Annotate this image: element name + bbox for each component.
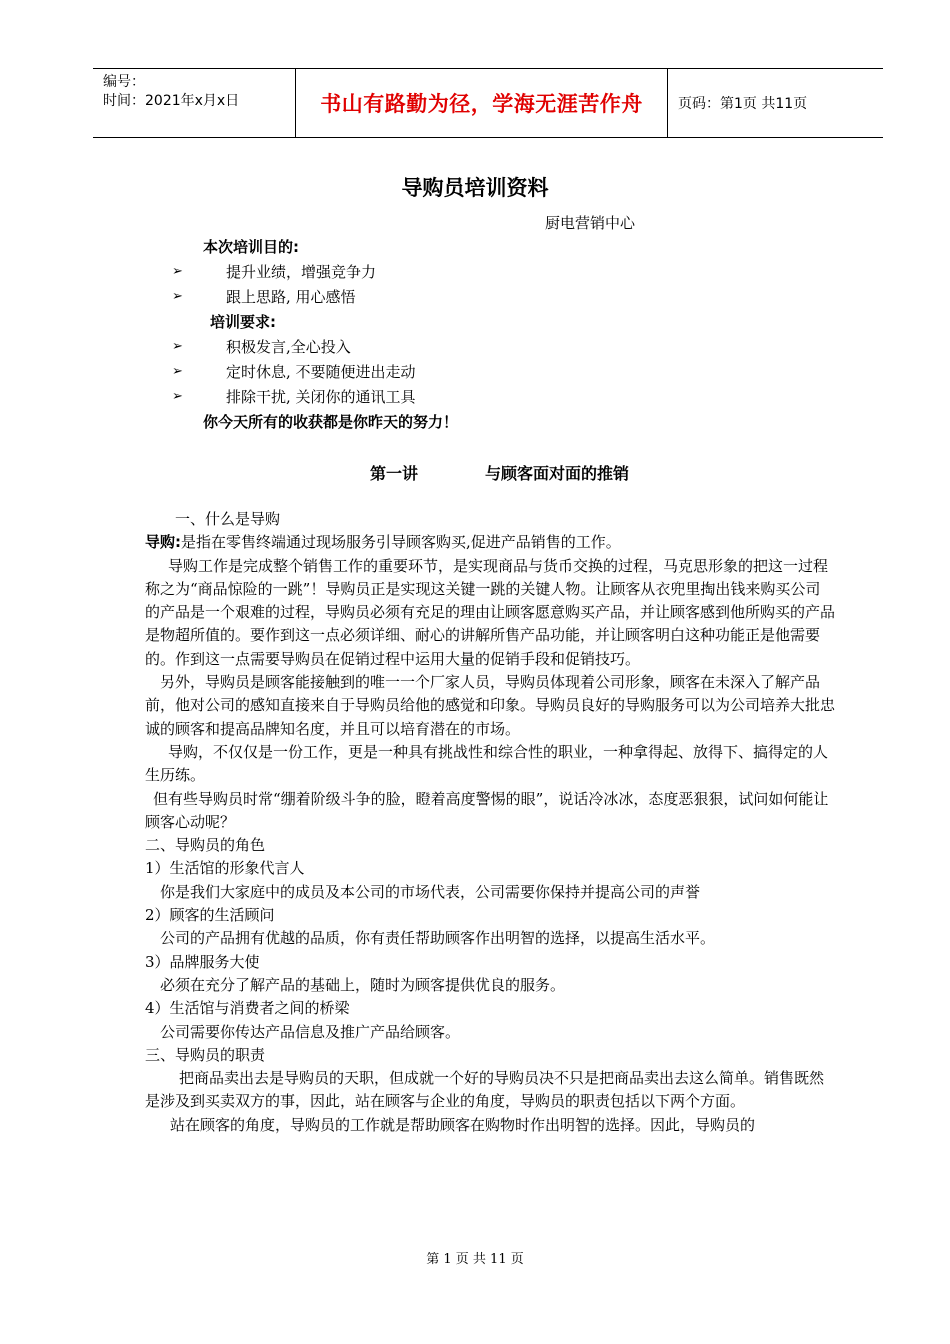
paragraph: 另外，导购员是顾客能接触到的唯一一个厂家人员，导购员体现着公司形象，顾客在未深入了解产品前，他对公司的感知直接来自于导购员给他的感觉和印象。导购员良好的导购服务可以为公司培养大批忠诚的顾客和提高品牌知名度，并且可以培育潜在的市场。 — [145, 673, 836, 738]
definition-term: 导购: — [145, 533, 181, 552]
section-heading: 二、导购员的角色 — [145, 836, 266, 855]
section-heading: 一、什么是导购 — [175, 510, 281, 528]
bullet-icon: ➢ — [172, 364, 183, 379]
requirement-item: 积极发言,全心投入 — [226, 338, 351, 356]
role-text: 你是我们大家庭中的成员及本公司的市场代表，公司需要你保持并提高公司的声誉 — [160, 882, 701, 901]
document-subtitle: 厨电营销中心 — [545, 214, 636, 232]
lecture-number: 第一讲 — [370, 464, 419, 483]
definition-paragraph — [145, 531, 835, 554]
requirement-item: 定时休息, 不要随便进出走动 — [226, 363, 416, 381]
page-header — [93, 68, 883, 138]
role-text: 公司的产品拥有优越的品质，你有责任帮助顾客作出明智的选择，以提高生活水平。 — [160, 929, 716, 948]
page-footer: 第 1 页 共 11 页 — [426, 1252, 524, 1267]
role-text: 公司需要你传达产品信息及推广产品给顾客。 — [160, 1022, 461, 1041]
document-title: 导购员培训资料 — [401, 176, 549, 200]
body-text — [145, 508, 835, 1137]
role-heading: 4）生活馆与消费者之间的桥梁 — [145, 999, 350, 1018]
header-page-info: 页码：第1页 共11页 — [678, 96, 808, 112]
goal-item: 提升业绩，增强竞争力 — [226, 263, 377, 281]
requirement-item: 排除干扰, 关闭你的通讯工具 — [226, 388, 416, 406]
bullet-icon: ➢ — [172, 339, 183, 354]
bullet-icon: ➢ — [172, 264, 183, 279]
header-motto: 书山有路勤为径，学海无涯苦作舟 — [295, 69, 668, 137]
goals-heading: 本次培训目的: — [203, 238, 299, 256]
role-heading: 2）顾客的生活顾问 — [145, 906, 275, 925]
paragraph: 导购工作是完成整个销售工作的重要环节，是实现商品与货币交换的过程，马克思形象的把这一过程称之为“商品惊险的一跳”！导购员正是实现这关键一跳的关键人物。让顾客从衣兜里掏出钱来购买公司的产品是一个艰难的过程，导购员必须有充足的理由让顾客愿意购买产品，并让顾客感到他所购买的产品是物超所值的。要作到这一点必须详细、耐心的讲解所售产品功能，并让顾客明白这种功能正是他需要的。作到这一点需要导购员在促销过程中运用大量的促销手段和促销技巧。 — [145, 556, 836, 668]
definition-text: 是指在零售终端通过现场服务引导顾客购买,促进产品销售的工作。 — [181, 533, 621, 552]
header-meta — [93, 69, 295, 137]
section-heading: 三、导购员的职责 — [145, 1045, 266, 1064]
paragraph: 导购，不仅仅是一份工作，更是一种具有挑战性和综合性的职业，一种拿得起、放得下、搞得定的人生历练。 — [145, 742, 829, 785]
role-text: 必须在充分了解产品的基础上，随时为顾客提供优良的服务。 — [160, 975, 566, 994]
paragraph: 把商品卖出去是导购员的天职，但成就一个好的导购员决不只是把商品卖出去这么简单。销售既然是涉及到买卖双方的事，因此，站在顾客与企业的角度，导购员的职责包括以下两个方面。 — [145, 1069, 825, 1111]
requirements-heading: 培训要求: — [210, 313, 276, 331]
lecture-name: 与顾客面对面的推销 — [485, 464, 630, 483]
bullet-icon: ➢ — [172, 389, 183, 404]
motto-line: 你今天所有的收获都是你昨天的努力！ — [203, 413, 459, 431]
goal-item: 跟上思路, 用心感悟 — [226, 288, 356, 306]
paragraph: 站在顾客的角度，导购员的工作就是帮助顾客在购物时作出明智的选择。因此，导购员的 — [170, 1115, 756, 1134]
document-time-label: 时间：2021年x月x日 — [103, 93, 240, 109]
document-number-label: 编号： — [103, 74, 145, 90]
role-heading: 1）生活馆的形象代言人 — [145, 859, 305, 878]
role-heading: 3）品牌服务大使 — [145, 952, 260, 971]
paragraph: 但有些导购员时常“绷着阶级斗争的脸，瞪着高度警惕的眼”，说话冷冰冰，态度恶狠狠，试问如何能让顾客心动呢？ — [145, 789, 829, 831]
bullet-icon: ➢ — [172, 289, 183, 304]
